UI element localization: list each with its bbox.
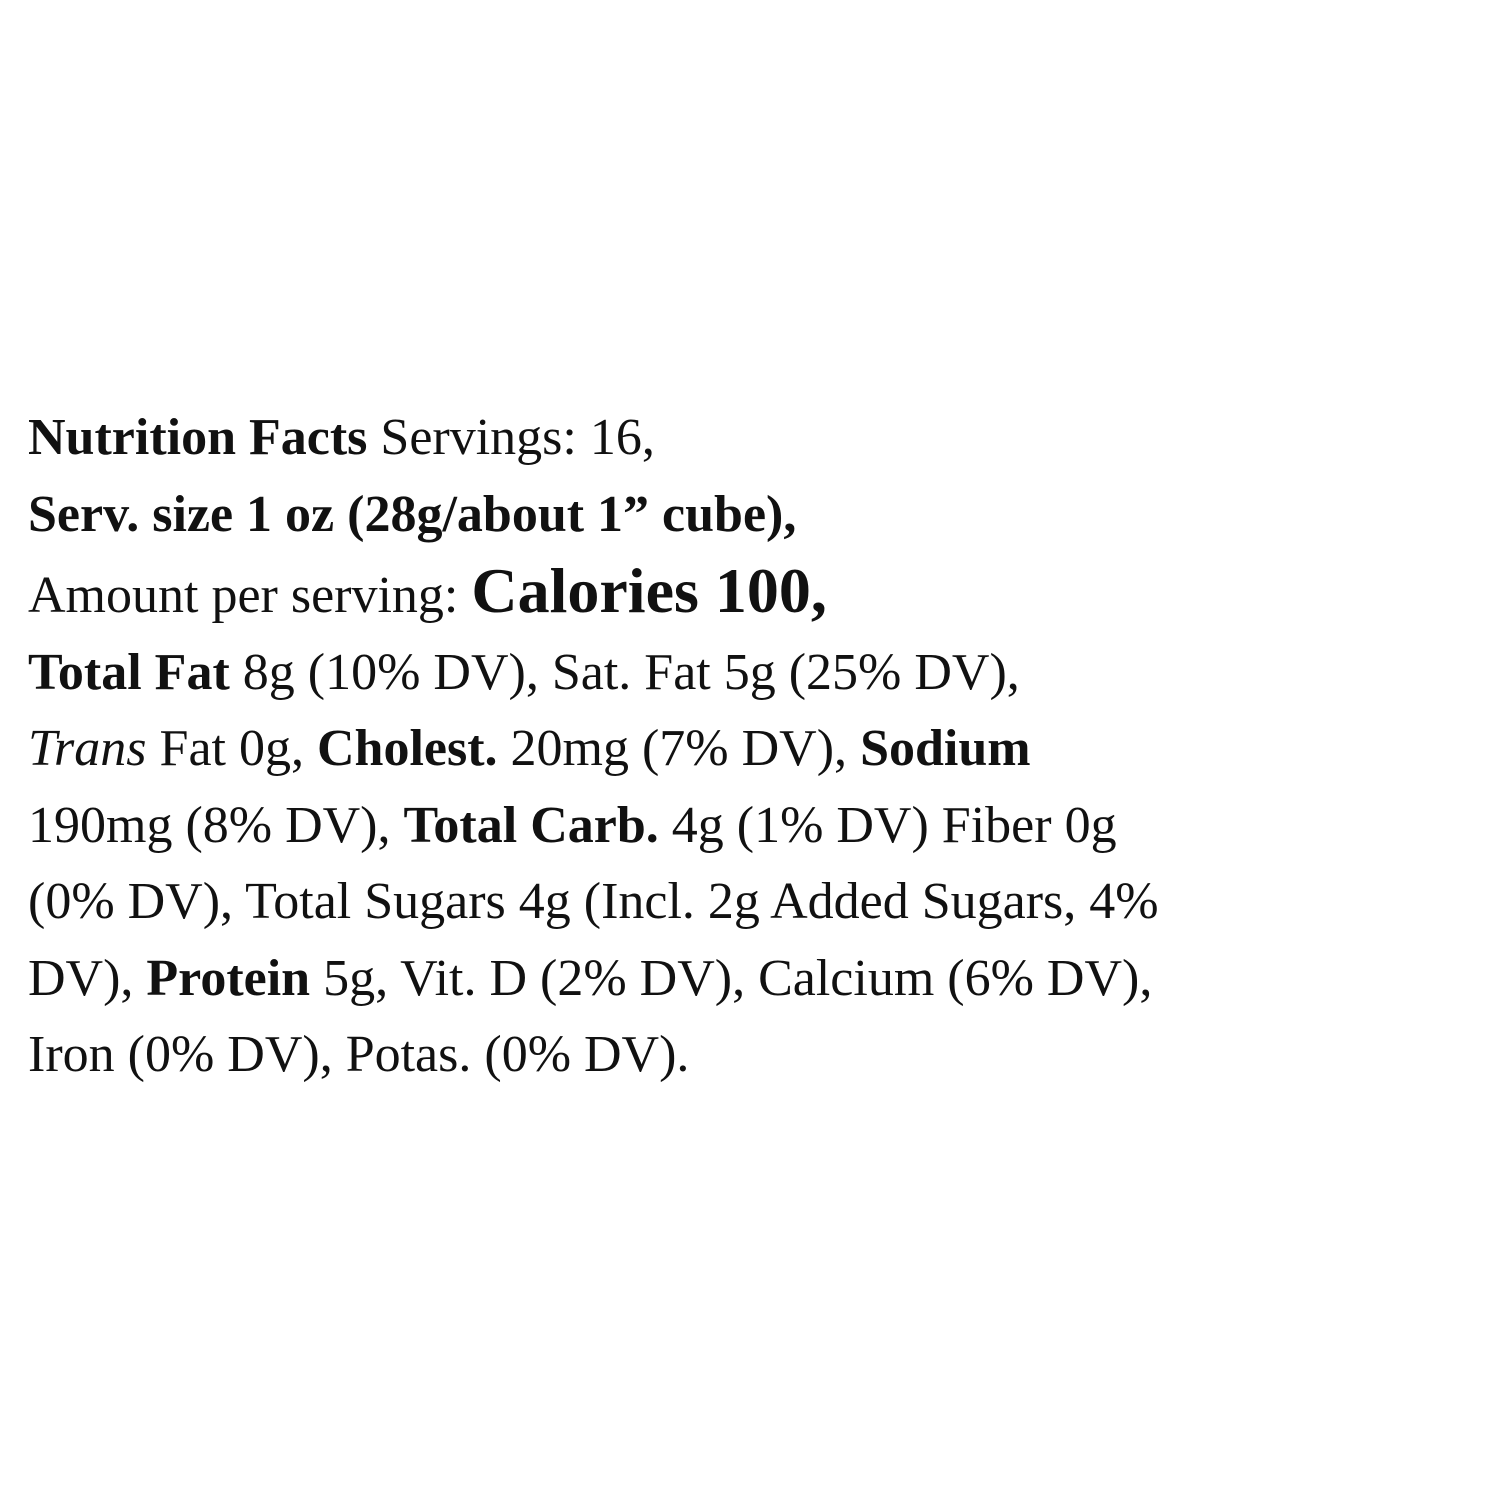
total-fat-value: 8g (10% DV), Sat. Fat 5g (25% DV),: [229, 643, 1020, 701]
amount-per-serving-text: Amount per serving:: [28, 567, 472, 624]
dv-text: DV),: [28, 949, 147, 1007]
label-line-4: [28, 635, 1488, 712]
protein-label: Protein: [146, 949, 311, 1007]
cholesterol-value: 20mg (7% DV),: [497, 720, 861, 777]
sugars-text: (0% DV), Total Sugars 4g (Incl. 2g Added Sugars, 4%: [28, 873, 1159, 930]
label-line-3: [28, 553, 1488, 635]
trans-fat-value: Fat 0g,: [146, 720, 317, 777]
label-line-8: [28, 941, 1488, 1018]
nutrition-facts-title: Nutrition Facts: [28, 409, 368, 466]
sodium-label: Sodium: [860, 720, 1031, 777]
sodium-value: 190mg (8% DV),: [28, 796, 404, 854]
servings-text: Servings: 16,: [367, 409, 655, 466]
calories-text: Calories 100,: [471, 555, 827, 626]
total-fat-label: Total Fat: [28, 643, 230, 701]
label-line-2: [28, 477, 1488, 554]
label-line-7: [28, 864, 1488, 941]
total-carb-label: Total Carb.: [403, 796, 659, 854]
cholesterol-label: Cholest.: [316, 720, 498, 777]
serving-size-text: Serv. size 1 oz (28g/about 1” cube),: [28, 485, 797, 543]
label-line-9: [28, 1017, 1488, 1094]
label-line-1: [28, 400, 1488, 477]
label-line-5: [28, 711, 1488, 788]
nutrition-facts-label: [28, 400, 1488, 1094]
trans-label: Trans: [28, 720, 147, 777]
protein-value: 5g, Vit. D (2% DV), Calcium (6% DV),: [310, 949, 1153, 1007]
minerals-text: Iron (0% DV), Potas. (0% DV).: [28, 1026, 690, 1083]
label-line-6: [28, 788, 1488, 865]
total-carb-value: 4g (1% DV) Fiber 0g: [658, 796, 1117, 854]
